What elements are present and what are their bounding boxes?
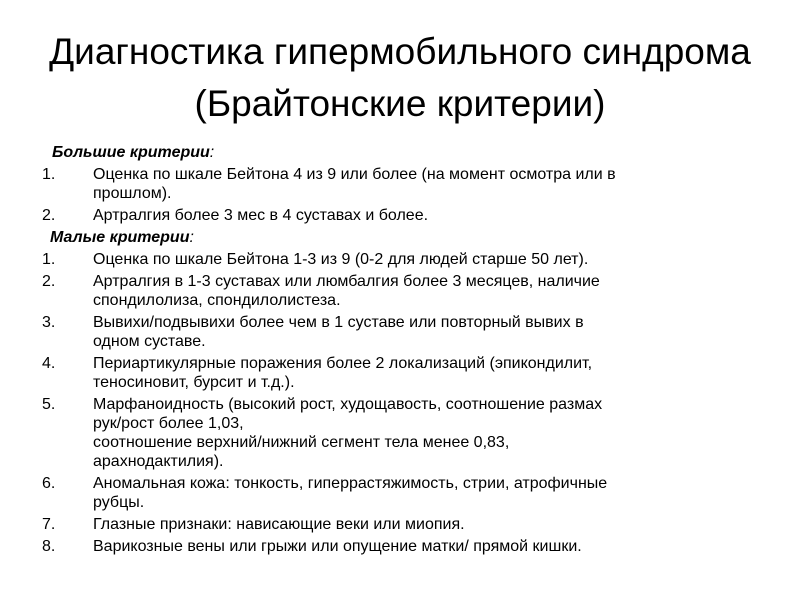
- list-item-text: Периартикулярные поражения более 2 локализаций (эпикондилит, теносиновит, бурсит и т.д.).: [93, 355, 593, 391]
- list-item-number: 8.: [42, 538, 56, 555]
- list-item-text: Аномальная кожа: тонкость, гиперрастяжимость, стрии, атрофичные рубцы.: [93, 475, 608, 511]
- slide-content: [0, 143, 780, 559]
- list-item-text: Артралгия в 1-3 суставах или люмбалгия более 3 месяцев, наличие спондилолиза, спондилолистеза.: [93, 273, 600, 309]
- major-criteria-item: [0, 165, 780, 203]
- minor-criteria-item: [0, 515, 780, 534]
- list-item-text: Варикозные вены или грыжи или опущение матки/ прямой кишки.: [93, 538, 582, 555]
- list-item-text: Оценка по шкале Бейтона 4 из 9 или более (на момент осмотра или в прошлом).: [93, 166, 616, 202]
- minor-criteria-list: [0, 250, 780, 556]
- list-item-text: Артралгия более 3 мес в 4 суставах и более.: [93, 207, 429, 224]
- major-criteria-heading-colon: :: [209, 144, 215, 161]
- major-criteria-item: [0, 206, 780, 225]
- minor-criteria-item: [0, 395, 780, 471]
- list-item-text: Вывихи/подвывихи более чем в 1 суставе или повторный вывих в одном суставе.: [93, 314, 584, 350]
- list-item-number: 1.: [42, 251, 56, 268]
- minor-criteria-item: [0, 313, 780, 351]
- minor-criteria-heading: [0, 228, 780, 247]
- list-item-number: 3.: [42, 314, 56, 331]
- minor-criteria-item: [0, 250, 780, 269]
- list-item-number: 2.: [42, 273, 56, 290]
- minor-criteria-item: [0, 474, 780, 512]
- minor-criteria-item: [0, 272, 780, 310]
- major-criteria-heading-text: Большие критерии: [52, 144, 210, 161]
- list-item-number: 7.: [42, 516, 56, 533]
- list-item-text: Марфаноидность (высокий рост, худощавость, соотношение размах рук/рост более 1,03, соотношение верхний/нижний сегмент тела менее 0,83, арахнодактилия).: [93, 396, 603, 470]
- list-item-text: Оценка по шкале Бейтона 1-3 из 9 (0-2 для людей старше 50 лет).: [93, 251, 589, 268]
- minor-criteria-heading-colon: :: [189, 229, 194, 246]
- list-item-number: 1.: [42, 166, 56, 183]
- minor-criteria-item: [0, 537, 780, 556]
- major-criteria-heading: [0, 143, 780, 162]
- slide-title: Диагностика гипермобильного синдрома (Брайтонские критерии): [49, 31, 751, 124]
- list-item-number: 4.: [42, 355, 56, 372]
- minor-criteria-heading-text: Малые критерии: [50, 229, 190, 246]
- list-item-number: 6.: [42, 475, 56, 492]
- major-criteria-list: [0, 165, 780, 225]
- list-item-number: 5.: [42, 396, 56, 413]
- minor-criteria-item: [0, 354, 780, 392]
- list-item-text: Глазные признаки: нависающие веки или миопия.: [93, 516, 465, 533]
- list-item-number: 2.: [42, 207, 56, 224]
